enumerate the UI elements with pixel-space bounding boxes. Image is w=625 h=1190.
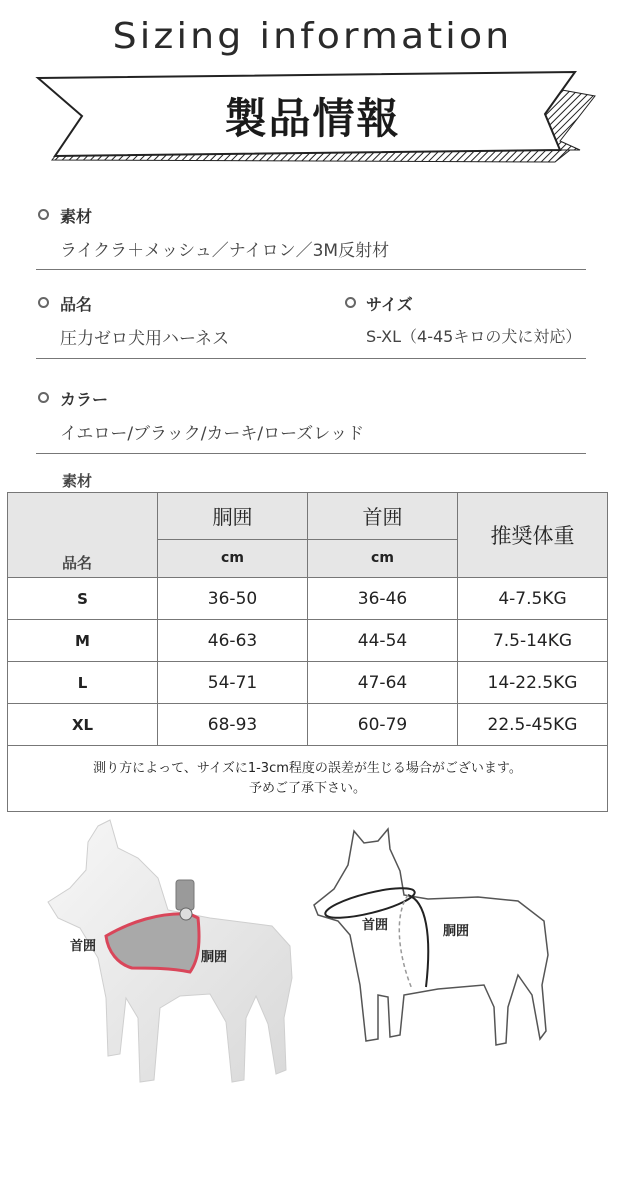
size-table	[7, 492, 608, 812]
diagram-girth-label: 胴囲	[443, 924, 470, 939]
photo-neck-label: 首囲	[70, 939, 97, 954]
unit-neck: cm	[308, 539, 458, 577]
note-line-2: 予めご了承下さい。	[248, 780, 366, 796]
bullet-icon	[38, 209, 49, 220]
unit-girth: cm	[158, 539, 308, 577]
size-value: S-XL（4-45キロの犬に対応）	[366, 327, 582, 346]
table-corner-bottom: 品名	[62, 554, 93, 572]
row-neck: 47-64	[308, 662, 458, 704]
table-corner-top: 素材	[62, 472, 93, 490]
table-row	[8, 704, 608, 746]
material-value: ライクラ＋メッシュ／ナイロン／3M反射材	[60, 241, 390, 261]
row-size: L	[8, 662, 158, 704]
table-row	[8, 662, 608, 704]
measurement-note	[8, 746, 608, 812]
color-value: イエロー/ブラック/カーキ/ローズレッド	[60, 424, 365, 444]
column-header-girth: 胴囲	[158, 493, 308, 540]
row-weight: 7.5-14KG	[458, 620, 608, 662]
bullet-icon	[38, 392, 49, 403]
page-title: Sizing information	[112, 16, 513, 57]
product-name-value: 圧力ゼロ犬用ハーネス	[60, 329, 230, 349]
row-neck: 36-46	[308, 578, 458, 620]
row-neck: 60-79	[308, 704, 458, 746]
row-weight: 22.5-45KG	[458, 704, 608, 746]
bullet-icon	[38, 297, 49, 308]
color-label: カラー	[60, 390, 109, 409]
table-corner	[8, 493, 158, 578]
row-girth: 54-71	[158, 662, 308, 704]
size-label: サイズ	[366, 295, 413, 314]
bullet-icon	[345, 297, 356, 308]
column-header-weight: 推奨体重	[458, 493, 608, 578]
row-girth: 46-63	[158, 620, 308, 662]
divider	[36, 358, 586, 359]
dog-measurement-diagram	[308, 825, 578, 1105]
row-size: XL	[8, 704, 158, 746]
banner-title: 製品情報	[224, 94, 401, 143]
table-row	[8, 578, 608, 620]
row-neck: 44-54	[308, 620, 458, 662]
row-girth: 36-50	[158, 578, 308, 620]
note-line-1: 測り方によって、サイズに1-3cm程度の誤差が生じる場合がございます。	[93, 760, 522, 776]
row-girth: 68-93	[158, 704, 308, 746]
photo-girth-label: 胴囲	[201, 950, 228, 965]
row-size: M	[8, 620, 158, 662]
material-label: 素材	[60, 207, 93, 226]
product-name-label: 品名	[60, 295, 93, 314]
divider	[36, 269, 586, 270]
table-row	[8, 620, 608, 662]
column-header-neck: 首囲	[308, 493, 458, 540]
row-weight: 4-7.5KG	[458, 578, 608, 620]
row-size: S	[8, 578, 158, 620]
divider	[36, 453, 586, 454]
row-weight: 14-22.5KG	[458, 662, 608, 704]
diagram-neck-label: 首囲	[362, 918, 389, 933]
dog-mannequin-photo	[40, 818, 310, 1118]
